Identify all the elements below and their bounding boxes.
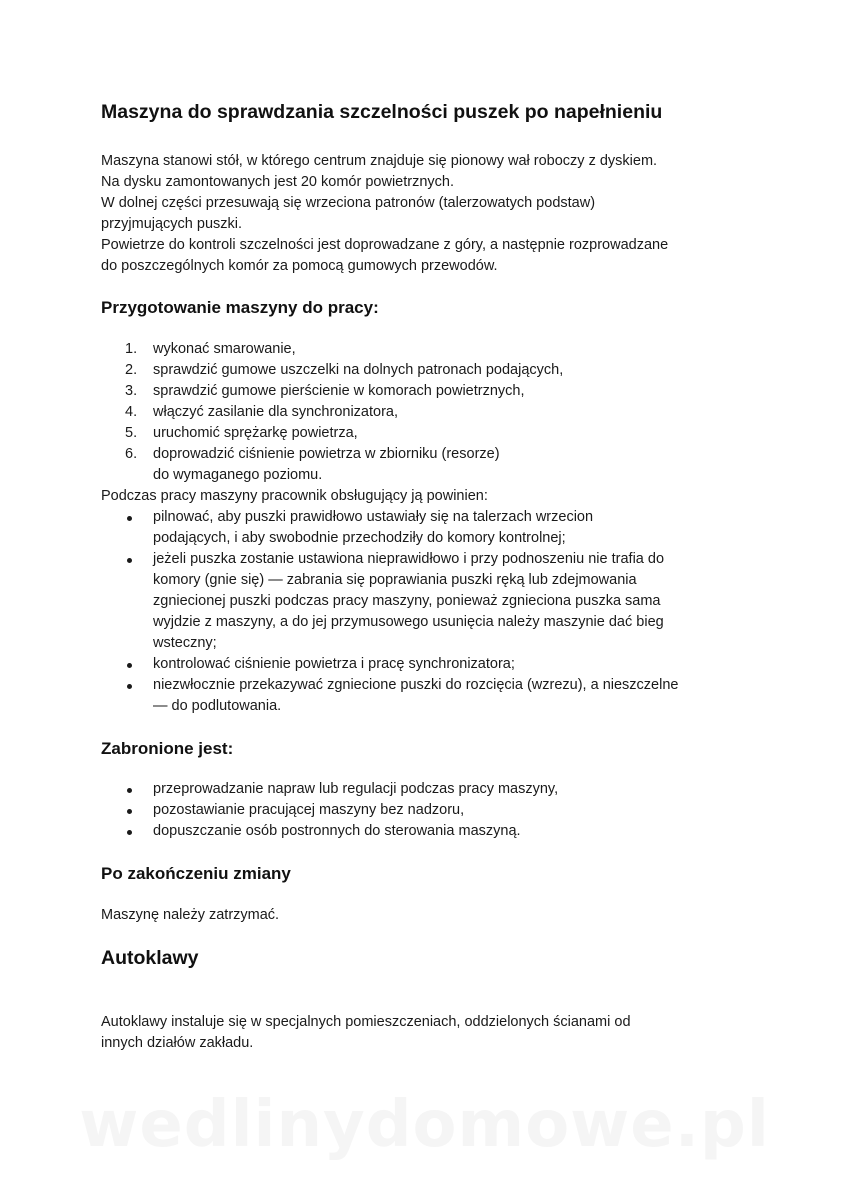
list-item-text: uruchomić sprężarkę powietrza, [153,424,358,441]
bullet-icon [127,516,132,521]
section-heading-preparation: Przygotowanie maszyny do pracy: [101,298,379,318]
list-item [101,339,761,360]
list-item-text: sprawdzić gumowe pierścienie w komorach powietrznych, [153,382,525,399]
list-item [101,423,761,444]
list-item [101,507,761,549]
bullet-icon [127,663,132,668]
list-item-text: wsteczny; [153,634,217,651]
list-item-text: komory (gnie się) — zabrania się poprawiania puszki ręką lub zdejmowania [153,571,637,588]
list-item [101,444,761,486]
intro-line: przyjmujących puszki. [101,216,243,233]
duties-list [101,507,761,717]
bullet-icon [127,809,132,814]
forbidden-list [101,779,761,842]
list-item [101,381,761,402]
list-item-text: kontrolować ciśnienie powietrza i pracę synchronizatora; [153,655,515,672]
list-item-text: pilnować, aby puszki prawidłowo ustawiały się na talerzach wrzecion [153,508,594,525]
list-item-text: niezwłocznie przekazywać zgniecione puszki do rozcięcia (wzrezu), a nieszczelne [153,676,679,693]
duties-intro: Podczas pracy maszyny pracownik obsługujący ją powinien: [101,487,488,504]
list-item-text: przeprowadzanie napraw lub regulacji podczas pracy maszyny, [153,781,559,798]
list-item-text: wykonać smarowanie, [153,340,296,357]
bullet-icon [127,558,132,563]
list-item-text: doprowadzić ciśnienie powietrza w zbiorniku (resorze) [153,445,500,462]
watermark: wedlinydomowe.pl [79,1088,770,1162]
list-item [101,821,761,842]
list-item [101,549,761,654]
intro-line: Na dysku zamontowanych jest 20 komór powietrznych. [101,174,454,191]
autoclaves-line: Autoklawy instaluje się w specjalnych pomieszczeniach, oddzielonych ścianami od [101,1013,631,1030]
autoclaves-paragraph [101,1012,761,1054]
list-item-text: — do podlutowania. [153,697,282,714]
list-item-text: zgniecionej puszki podczas pracy maszyny, ponieważ zgnieciona puszka sama [153,592,661,609]
section-heading-autoclaves: Autoklawy [101,946,199,969]
bullet-icon [127,684,132,689]
bullet-icon [127,830,132,835]
list-number: 5. [125,424,138,441]
list-item [101,675,761,717]
preparation-steps-list [101,339,761,486]
list-item [101,654,761,675]
list-item [101,800,761,821]
intro-line: do poszczególnych komór za pomocą gumowych przewodów. [101,258,498,275]
list-item [101,402,761,423]
list-item-text: do wymaganego poziomu. [153,466,323,483]
list-number: 3. [125,382,138,399]
intro-line: Powietrze do kontroli szczelności jest doprowadzane z góry, a następnie rozprowadzane [101,237,669,254]
document-title: Maszyna do sprawdzania szczelności puszek po napełnieniu [101,101,663,123]
list-number: 1. [125,340,138,357]
list-item-text: dopuszczanie osób postronnych do sterowania maszyną. [153,823,521,840]
intro-line: W dolnej części przesuwają się wrzeciona patronów (talerzowatych podstaw) [101,195,596,212]
list-item-text: pozostawianie pracującej maszyny bez nadzoru, [153,802,465,819]
list-item-text: wyjdzie z maszyny, a do jej przymusowego usunięcia należy maszynie dać bieg [153,613,664,630]
section-heading-end-shift: Po zakończeniu zmiany [101,864,291,884]
end-shift-text: Maszynę należy zatrzymać. [101,906,280,923]
list-item [101,360,761,381]
autoclaves-line: innych działów zakładu. [101,1034,254,1051]
list-item [101,779,761,800]
list-number: 2. [125,361,138,378]
list-item-text: włączyć zasilanie dla synchronizatora, [153,403,398,420]
list-number: 4. [125,403,138,420]
bullet-icon [127,788,132,793]
list-item-text: jeżeli puszka zostanie ustawiona nieprawidłowo i przy podnoszeniu nie trafia do [153,550,665,567]
list-item-text: sprawdzić gumowe uszczelki na dolnych patronach podających, [153,361,564,378]
section-heading-forbidden: Zabronione jest: [101,738,234,758]
list-item-text: podających, i aby swobodnie przechodziły do komory kontrolnej; [153,529,566,546]
list-number: 6. [125,445,138,462]
intro-paragraph [101,151,761,277]
document-page [101,100,761,1054]
intro-line: Maszyna stanowi stół, w którego centrum znajduje się pionowy wał roboczy z dyskiem. [101,153,658,170]
